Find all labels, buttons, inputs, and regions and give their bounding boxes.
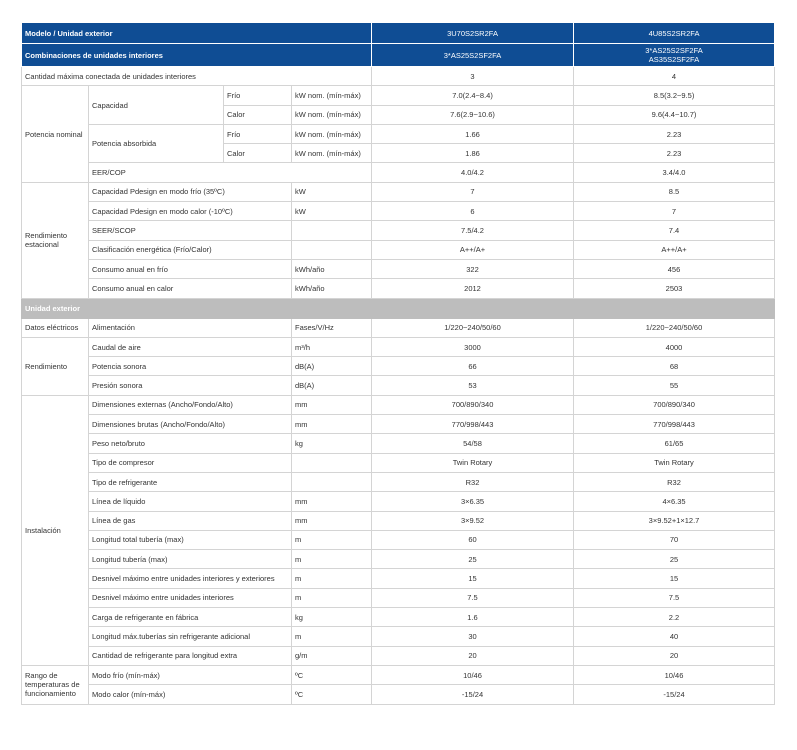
table-row xyxy=(22,434,775,453)
table-row xyxy=(22,569,775,588)
value-b: -15/24 xyxy=(574,685,775,704)
table-row xyxy=(22,259,775,278)
unit: m xyxy=(292,588,372,607)
row-label: Dimensiones brutas (Ancho/Fondo/Alto) xyxy=(89,415,292,434)
table-row xyxy=(22,588,775,607)
group-datos-electricos: Datos eléctricos xyxy=(22,318,89,337)
value-a: 3×6.35 xyxy=(372,492,574,511)
value-b: 2503 xyxy=(574,279,775,298)
label-potencia-absorbida: Potencia absorbida xyxy=(89,124,224,163)
value-b: Twin Rotary xyxy=(574,453,775,472)
unit: kg xyxy=(292,434,372,453)
value-b: 7.5 xyxy=(574,588,775,607)
value-b: 700/890/340 xyxy=(574,395,775,414)
row-label: EER/COP xyxy=(89,163,372,182)
value-b: 4×6.35 xyxy=(574,492,775,511)
value-a: 7.0(2.4~8.4) xyxy=(372,86,574,105)
combos-label: Combinaciones de unidades interiores xyxy=(22,44,372,67)
unit: mm xyxy=(292,415,372,434)
header-row-model xyxy=(22,23,775,44)
label-capacidad: Capacidad xyxy=(89,86,224,125)
value-b: 15 xyxy=(574,569,775,588)
table-row xyxy=(22,202,775,221)
unit: mm xyxy=(292,492,372,511)
value-b: 10/46 xyxy=(574,665,775,684)
value-b: 55 xyxy=(574,376,775,395)
table-row xyxy=(22,395,775,414)
table-row xyxy=(22,665,775,684)
value-b: 40 xyxy=(574,627,775,646)
row-label: Potencia sonora xyxy=(89,357,292,376)
value-a: 6 xyxy=(372,202,574,221)
row-label: Línea de gas xyxy=(89,511,292,530)
row-label: Longitud máx.tuberías sin refrigerante adicional xyxy=(89,627,292,646)
table-row xyxy=(22,608,775,627)
combo-b-line1: 3*AS25S2SF2FA xyxy=(645,46,703,55)
value-b: 7.4 xyxy=(574,221,775,240)
value-a: 3 xyxy=(372,67,574,86)
unit: g/m xyxy=(292,646,372,665)
row-label: Desnivel máximo entre unidades interiores y exteriores xyxy=(89,569,292,588)
value-a: 3×9.52 xyxy=(372,511,574,530)
row-label: Clasificación energética (Frío/Calor) xyxy=(89,240,292,259)
group-line: temperaturas de xyxy=(25,680,80,690)
group-rendimiento-estacional xyxy=(22,182,89,298)
unit: Fases/V/Hz xyxy=(292,318,372,337)
table-row xyxy=(22,530,775,549)
value-a: 700/890/340 xyxy=(372,395,574,414)
model-label: Modelo / Unidad exterior xyxy=(22,23,372,44)
unit: mm xyxy=(292,511,372,530)
section-title: Unidad exterior xyxy=(22,298,775,318)
value-b: 20 xyxy=(574,646,775,665)
row-label: Desnivel máximo entre unidades interiores xyxy=(89,588,292,607)
row-label: Cantidad máxima conectada de unidades interiores xyxy=(22,67,372,86)
table-row xyxy=(22,453,775,472)
value-a: 1.86 xyxy=(372,144,574,163)
group-potencia-nominal: Potencia nominal xyxy=(22,86,89,182)
unit xyxy=(292,472,372,491)
value-a: 2012 xyxy=(372,279,574,298)
value-b: 61/65 xyxy=(574,434,775,453)
unit: mm xyxy=(292,395,372,414)
group-instalacion: Instalación xyxy=(22,395,89,665)
value-b: 1/220~240/50/60 xyxy=(574,318,775,337)
value-b: 70 xyxy=(574,530,775,549)
table-row xyxy=(22,472,775,491)
value-a: 7.5 xyxy=(372,588,574,607)
unit xyxy=(292,453,372,472)
row-label: Tipo de compresor xyxy=(89,453,292,472)
unit: dB(A) xyxy=(292,357,372,376)
value-a: A++/A+ xyxy=(372,240,574,259)
value-b: 4 xyxy=(574,67,775,86)
row-label: Consumo anual en calor xyxy=(89,279,292,298)
value-b: 2.23 xyxy=(574,144,775,163)
group-line: funcionamiento xyxy=(25,689,76,699)
unit: dB(A) xyxy=(292,376,372,395)
unit xyxy=(292,221,372,240)
group-rendimiento: Rendimiento xyxy=(22,337,89,395)
group-rango-temperaturas xyxy=(22,665,89,704)
row-label: Caudal de aire xyxy=(89,337,292,356)
group-line: Rango de xyxy=(25,671,58,681)
value-a: 60 xyxy=(372,530,574,549)
value-b: 4000 xyxy=(574,337,775,356)
combo-b-line2: AS35S2SF2FA xyxy=(648,55,700,64)
table-row xyxy=(22,240,775,259)
value-b: 2.23 xyxy=(574,124,775,143)
table-row xyxy=(22,415,775,434)
value-a: 20 xyxy=(372,646,574,665)
mode-calor: Calor xyxy=(224,105,292,124)
value-a: 66 xyxy=(372,357,574,376)
unit xyxy=(292,240,372,259)
table-row xyxy=(22,492,775,511)
value-a: 25 xyxy=(372,550,574,569)
value-a: 53 xyxy=(372,376,574,395)
unit: kW nom. (mín-máx) xyxy=(292,105,372,124)
unit: m xyxy=(292,569,372,588)
row-label: Presión sonora xyxy=(89,376,292,395)
unit: kg xyxy=(292,608,372,627)
spec-table xyxy=(21,22,775,705)
model-a: 3U70S2SR2FA xyxy=(372,23,574,44)
value-b: 68 xyxy=(574,357,775,376)
row-label: Longitud tubería (max) xyxy=(89,550,292,569)
value-b: 3×9.52+1×12.7 xyxy=(574,511,775,530)
value-a: 7 xyxy=(372,182,574,201)
value-a: 7.6(2.9~10.6) xyxy=(372,105,574,124)
value-b: 9.6(4.4~10.7) xyxy=(574,105,775,124)
value-b: 25 xyxy=(574,550,775,569)
unit: ºC xyxy=(292,665,372,684)
combo-a: 3*AS25S2SF2FA xyxy=(372,44,574,67)
table-row xyxy=(22,221,775,240)
value-a: 10/46 xyxy=(372,665,574,684)
table-row xyxy=(22,646,775,665)
value-a: R32 xyxy=(372,472,574,491)
table-row xyxy=(22,86,775,105)
value-b: 8.5(3.2~9.5) xyxy=(574,86,775,105)
unit: kW nom. (mín-máx) xyxy=(292,144,372,163)
value-a: -15/24 xyxy=(372,685,574,704)
row-label: SEER/SCOP xyxy=(89,221,292,240)
value-b: 456 xyxy=(574,259,775,278)
unit: m³/h xyxy=(292,337,372,356)
table-row xyxy=(22,627,775,646)
unit: kWh/año xyxy=(292,259,372,278)
value-b: 2.2 xyxy=(574,608,775,627)
mode-calor: Calor xyxy=(224,144,292,163)
value-b: 7 xyxy=(574,202,775,221)
combo-b xyxy=(574,44,775,67)
section-header-unidad-exterior xyxy=(22,298,775,318)
value-a: 770/998/443 xyxy=(372,415,574,434)
table-row xyxy=(22,685,775,704)
value-a: 4.0/4.2 xyxy=(372,163,574,182)
table-row xyxy=(22,337,775,356)
group-line: estacional xyxy=(25,240,59,250)
value-a: Twin Rotary xyxy=(372,453,574,472)
row-label: Capacidad Pdesign en modo calor (-10ºC) xyxy=(89,202,292,221)
group-line: Rendimiento xyxy=(25,231,68,241)
unit: kW nom. (mín-máx) xyxy=(292,124,372,143)
value-a: 1.66 xyxy=(372,124,574,143)
table-row xyxy=(22,550,775,569)
value-a: 30 xyxy=(372,627,574,646)
table-row xyxy=(22,67,775,86)
value-a: 1.6 xyxy=(372,608,574,627)
value-a: 1/220~240/50/60 xyxy=(372,318,574,337)
row-label: Modo frío (mín-máx) xyxy=(89,665,292,684)
table-row xyxy=(22,376,775,395)
row-label: Peso neto/bruto xyxy=(89,434,292,453)
table-row xyxy=(22,163,775,182)
row-label: Modo calor (mín-máx) xyxy=(89,685,292,704)
row-label: Cantidad de refrigerante para longitud extra xyxy=(89,646,292,665)
value-b: R32 xyxy=(574,472,775,491)
unit: kW xyxy=(292,182,372,201)
value-b: 3.4/4.0 xyxy=(574,163,775,182)
value-b: A++/A+ xyxy=(574,240,775,259)
row-label: Consumo anual en frío xyxy=(89,259,292,278)
row-label: Carga de refrigerante en fábrica xyxy=(89,608,292,627)
mode-frio: Frío xyxy=(224,86,292,105)
unit: m xyxy=(292,627,372,646)
value-a: 322 xyxy=(372,259,574,278)
mode-frio: Frío xyxy=(224,124,292,143)
unit: kWh/año xyxy=(292,279,372,298)
table-row xyxy=(22,182,775,201)
unit: kW nom. (mín-máx) xyxy=(292,86,372,105)
row-label: Dimensiones externas (Ancho/Fondo/Alto) xyxy=(89,395,292,414)
value-a: 15 xyxy=(372,569,574,588)
value-a: 7.5/4.2 xyxy=(372,221,574,240)
unit: m xyxy=(292,550,372,569)
value-a: 3000 xyxy=(372,337,574,356)
table-row xyxy=(22,511,775,530)
table-row xyxy=(22,279,775,298)
row-label: Capacidad Pdesign en modo frío (35ºC) xyxy=(89,182,292,201)
header-row-combos xyxy=(22,44,775,67)
table-row xyxy=(22,318,775,337)
model-b: 4U85S2SR2FA xyxy=(574,23,775,44)
value-b: 8.5 xyxy=(574,182,775,201)
value-b: 770/998/443 xyxy=(574,415,775,434)
unit: ºC xyxy=(292,685,372,704)
table-row xyxy=(22,357,775,376)
row-label: Línea de líquido xyxy=(89,492,292,511)
row-label: Longitud total tubería (max) xyxy=(89,530,292,549)
row-label: Tipo de refrigerante xyxy=(89,472,292,491)
unit: kW xyxy=(292,202,372,221)
table-row xyxy=(22,124,775,143)
row-label: Alimentación xyxy=(89,318,292,337)
value-a: 54/58 xyxy=(372,434,574,453)
unit: m xyxy=(292,530,372,549)
